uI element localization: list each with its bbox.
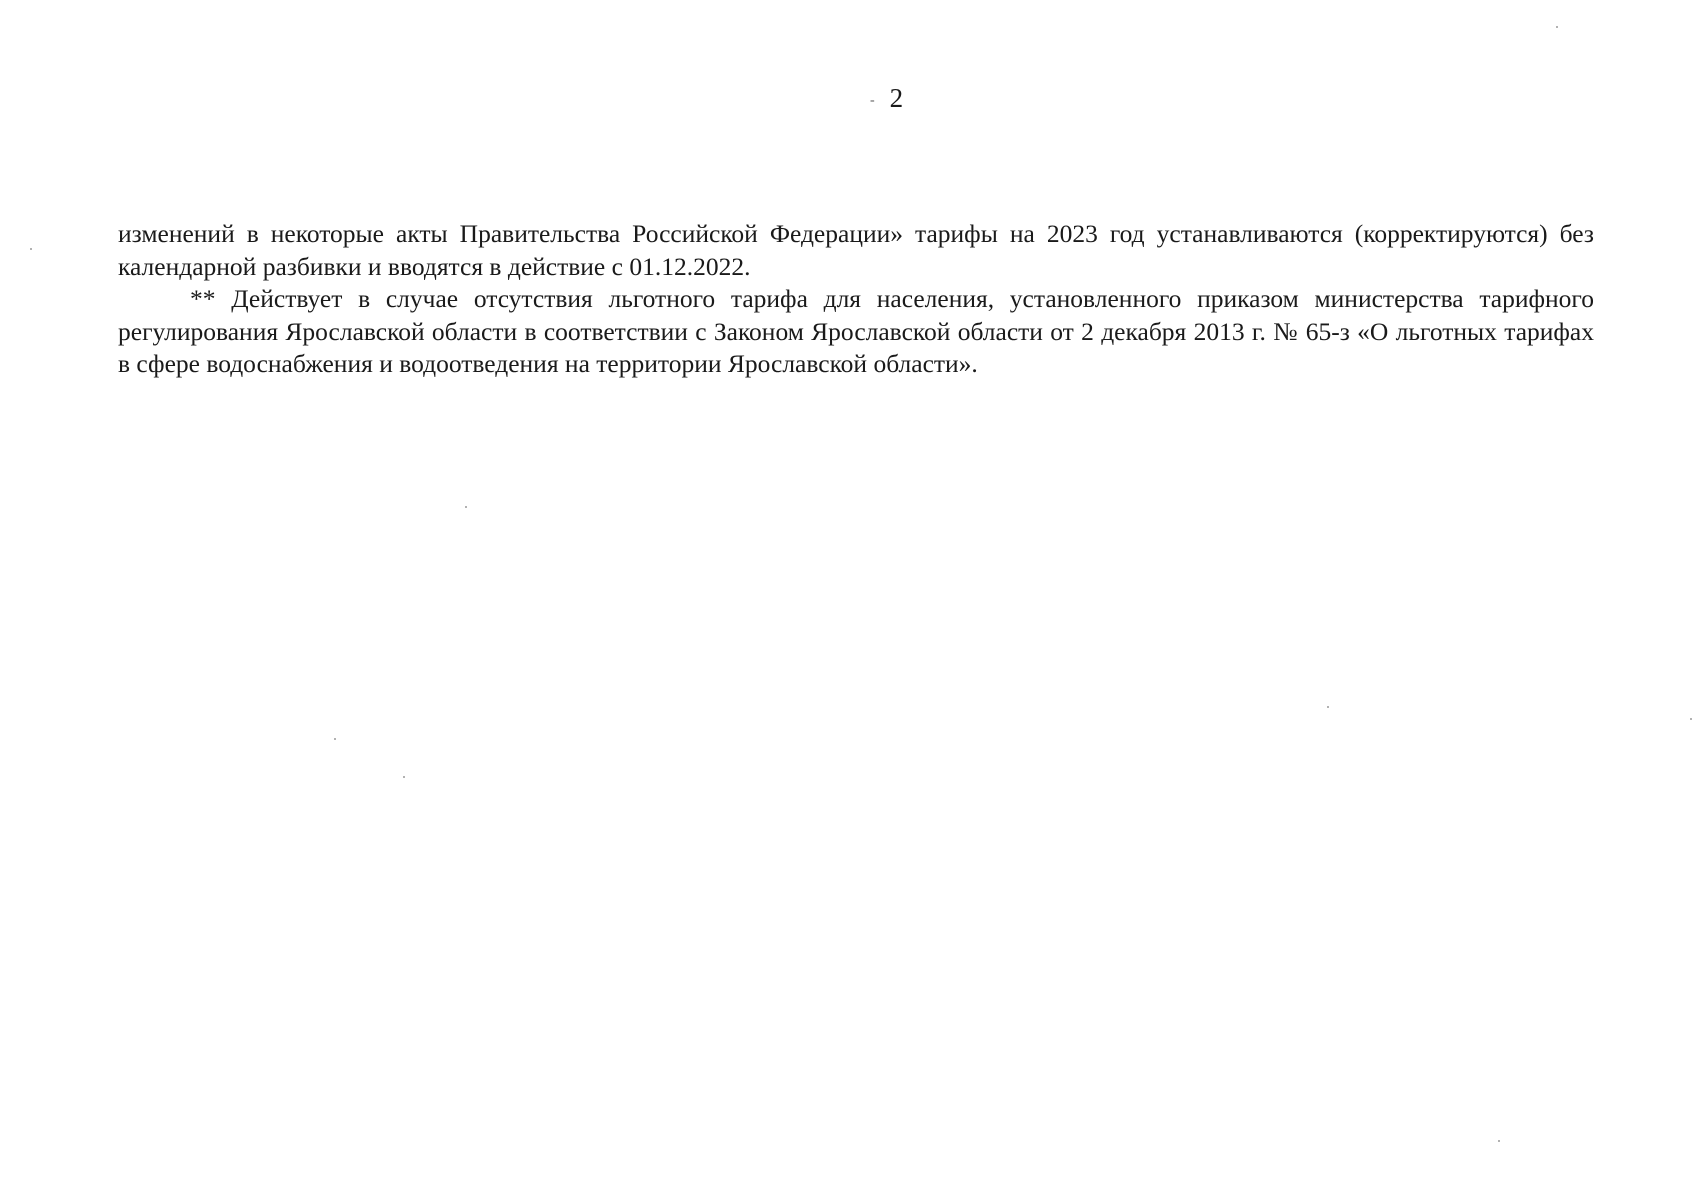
scan-speck (403, 776, 405, 778)
paragraph-footnote: ** Действует в случае отсутствия льготного тарифа для населения, установленного приказом министерства тарифного регулирования Ярославской области в соответствии с Законом Ярославской области от 2 декабря 2013 г. № 65-з «О льготных тарифах в сфере водоснабжения и водоотведения на территории Ярославской области». (118, 284, 1594, 378)
scan-speck (30, 248, 32, 250)
paragraph-continuation: изменений в некоторые акты Правительства Российской Федерации» тарифы на 2023 год устанавливаются (корректируются) без календарной разбивки и вводятся в действие с 01.12.2022. (118, 219, 1594, 281)
scan-speck (1690, 718, 1692, 720)
page-number (870, 82, 904, 117)
page-number-mark: - (870, 92, 876, 108)
scan-speck (1327, 706, 1329, 708)
scan-speck (1498, 1140, 1500, 1142)
scan-speck (1556, 26, 1558, 28)
scan-speck (465, 506, 467, 508)
scan-speck (334, 738, 336, 740)
page-number-value: 2 (889, 83, 905, 113)
document-body (118, 218, 1594, 381)
